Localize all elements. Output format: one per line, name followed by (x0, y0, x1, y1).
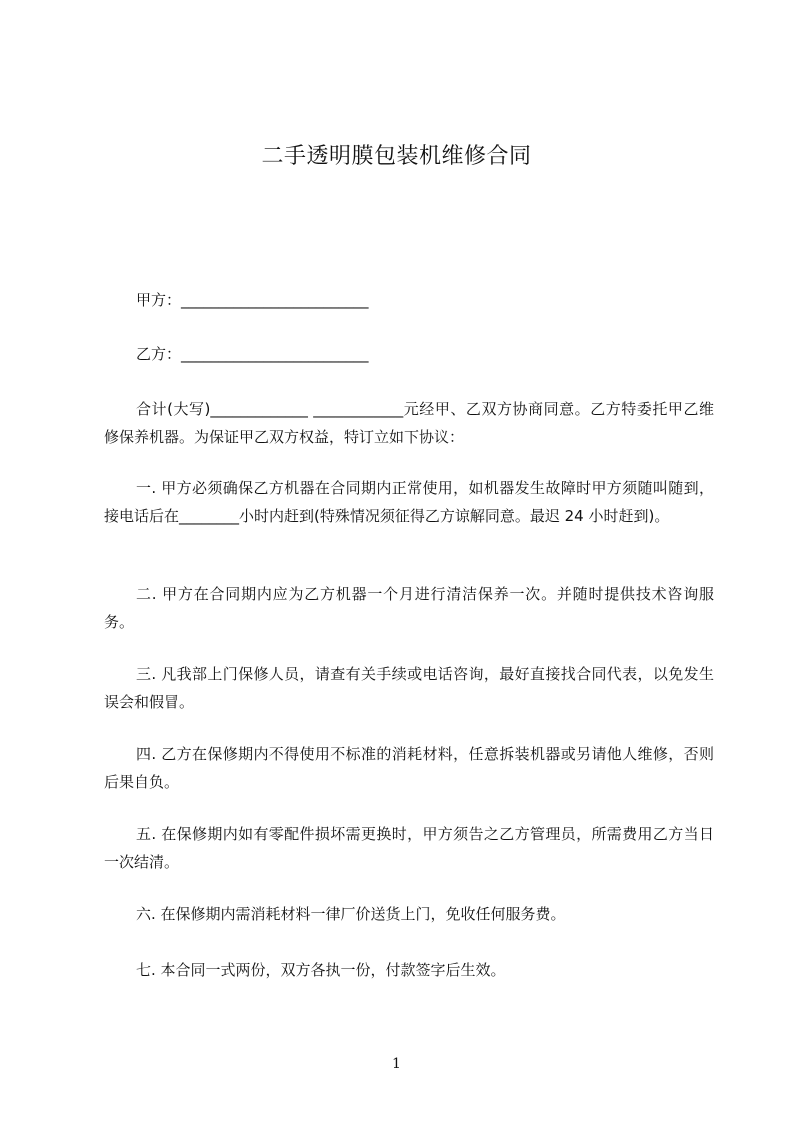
clause-7: 七. 本合同一式两份，双方各执一份，付款签字后生效。 (136, 961, 506, 979)
clause-5: 五. 在保修期内如有零配件损坏需更换时，甲方须告之乙方管理员，所需费用乙方当日一次结清。 (104, 825, 714, 871)
clause-2: 二. 甲方在合同期内应为乙方机器一个月进行清洁保养一次。并随时提供技术咨询服务。 (104, 585, 714, 631)
clause-3: 三. 凡我部上门保修人员，请查有关手续或电话咨询，最好直接找合同代表，以免发生误会和假冒。 (104, 665, 714, 711)
party-a-line: 甲方：_________________________ (136, 291, 369, 309)
clause-6: 六. 在保修期内需消耗材料一律厂价送货上门，免收任何服务费。 (136, 905, 566, 923)
clause-4: 四. 乙方在保修期内不得使用不标准的消耗材料，任意拆装机器或另请他人维修，否则后果自负。 (104, 745, 714, 791)
party-b-line: 乙方：_________________________ (136, 345, 369, 363)
clause-1: 一. 甲方必须确保乙方机器在合同期内正常使用，如机器发生故障时甲方须随叫随到，接电话后在________小时内赶到(特殊情况须征得乙方谅解同意。最迟 24 小时赶到)。 (104, 479, 714, 525)
contract-intro: 合计(大写)_____________ ____________元经甲、乙双方协商同意。乙方特委托甲乙维修保养机器。为保证甲乙双方权益，特订立如下协议： (104, 400, 714, 446)
page-number: 1 (392, 1056, 401, 1072)
document-title: 二手透明膜包装机维修合同 (261, 144, 532, 169)
